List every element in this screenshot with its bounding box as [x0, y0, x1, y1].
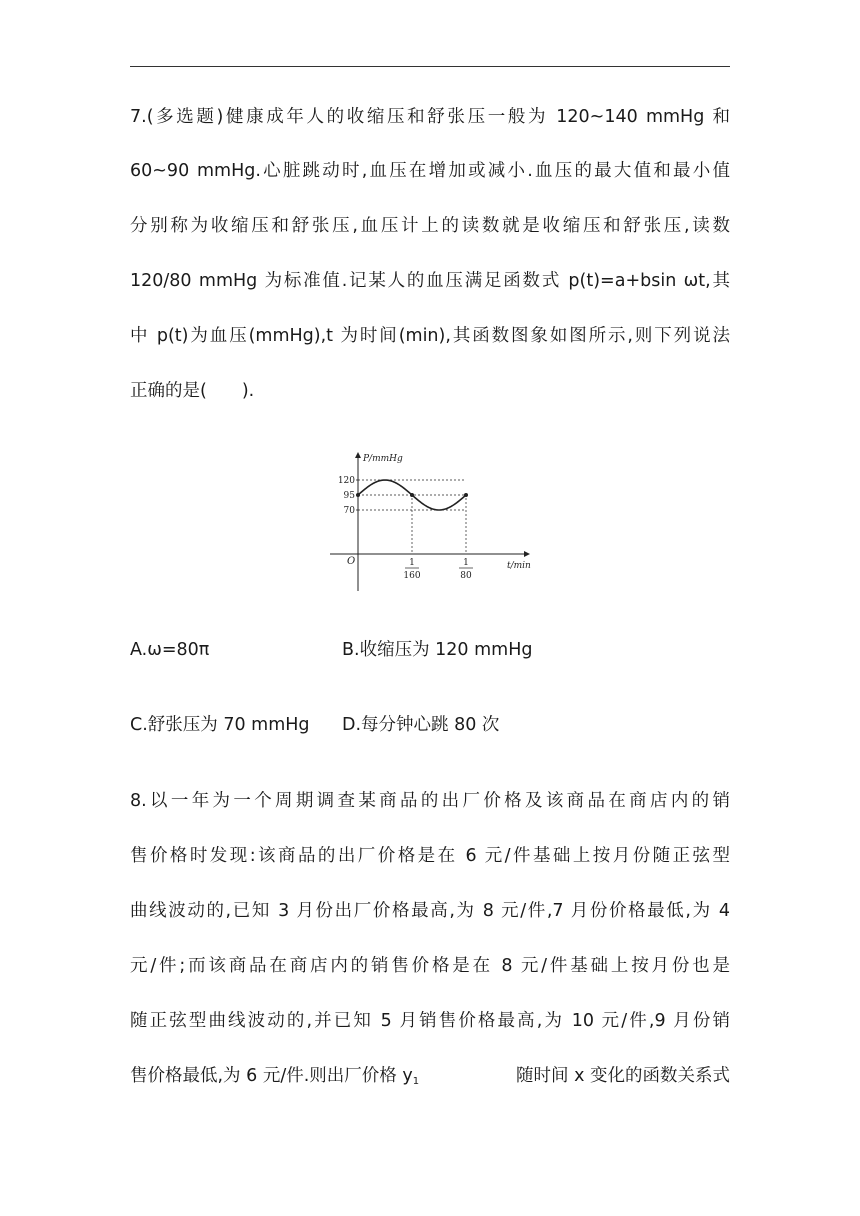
- option-d[interactable]: D.每分钟心跳 80 次: [342, 715, 500, 735]
- y-tick-95: 95: [343, 491, 355, 501]
- x-tick-num-80: 1: [463, 558, 469, 568]
- question-8-line-6: [130, 1064, 730, 1088]
- curve-point-4: [464, 493, 468, 497]
- origin-label: O: [347, 556, 356, 567]
- question-8-line-1: 8.以一年为一个周期调查某商品的出厂价格及该商品在商店内的销: [130, 791, 730, 811]
- y-tick-120: 120: [337, 476, 355, 486]
- y-axis-label: P/mmHg: [363, 454, 403, 464]
- y-tick-70: 70: [343, 506, 355, 516]
- question-8-line-3: 曲线波动的,已知 3 月份出厂价格最高,为 8 元/件,7 月份价格最低,为 4: [130, 901, 730, 921]
- question-8-line-4: 元/件;而该商品在商店内的销售价格是在 8 元/件基础上按月份也是: [130, 956, 730, 976]
- question-7-line-5: 中 p(t)为血压(mmHg),t 为时间(min),其函数图象如图所示,则下列说法: [130, 326, 730, 346]
- subscript-1: 1: [412, 1076, 420, 1087]
- question-7-line-1: 7.(多选题)健康成年人的收缩压和舒张压一般为 120~140 mmHg 和: [130, 107, 730, 127]
- question-7-line-3: 分别称为收缩压和舒张压,血压计上的读数就是收缩压和舒张压,读数: [130, 216, 730, 236]
- question-7-line-2: 60~90 mmHg.心脏跳动时,血压在增加或减小.血压的最大值和最小值: [130, 161, 730, 181]
- question-8-line-6-text-b: 随时间 x 变化的函数关系式: [516, 1066, 730, 1086]
- reference-lines: [358, 480, 466, 554]
- question-7-line-4: 120/80 mmHg 为标准值.记某人的血压满足函数式 p(t)=a+bsin ωt,其: [130, 271, 730, 291]
- x-tick-labels: [403, 558, 473, 581]
- option-b[interactable]: B.收缩压为 120 mmHg: [342, 640, 533, 660]
- blood-pressure-graph: [325, 448, 535, 593]
- x-axis-label: t/min: [507, 561, 531, 571]
- x-tick-den-80: 80: [460, 571, 472, 581]
- option-a[interactable]: A.ω=80π: [130, 640, 210, 660]
- question-8-line-5: 随正弦型曲线波动的,并已知 5 月销售价格最高,为 10 元/件,9 月份销: [130, 1011, 730, 1031]
- x-tick-num-160: 1: [409, 558, 415, 568]
- option-c[interactable]: C.舒张压为 70 mmHg: [130, 715, 310, 735]
- x-tick-den-160: 160: [403, 571, 421, 581]
- question-8-line-2: 售价格时发现:该商品的出厂价格是在 6 元/件基础上按月份随正弦型: [130, 846, 730, 866]
- curve-point-2: [410, 493, 414, 497]
- question-8-line-6-text-a: 售价格最低,为 6 元/件.则出厂价格 $y_1$: [130, 1066, 420, 1087]
- curve-point-0: [356, 493, 360, 497]
- y-tick-labels: [338, 476, 358, 516]
- question-7-line-6: 正确的是( ).: [130, 381, 255, 401]
- top-rule: [130, 66, 730, 67]
